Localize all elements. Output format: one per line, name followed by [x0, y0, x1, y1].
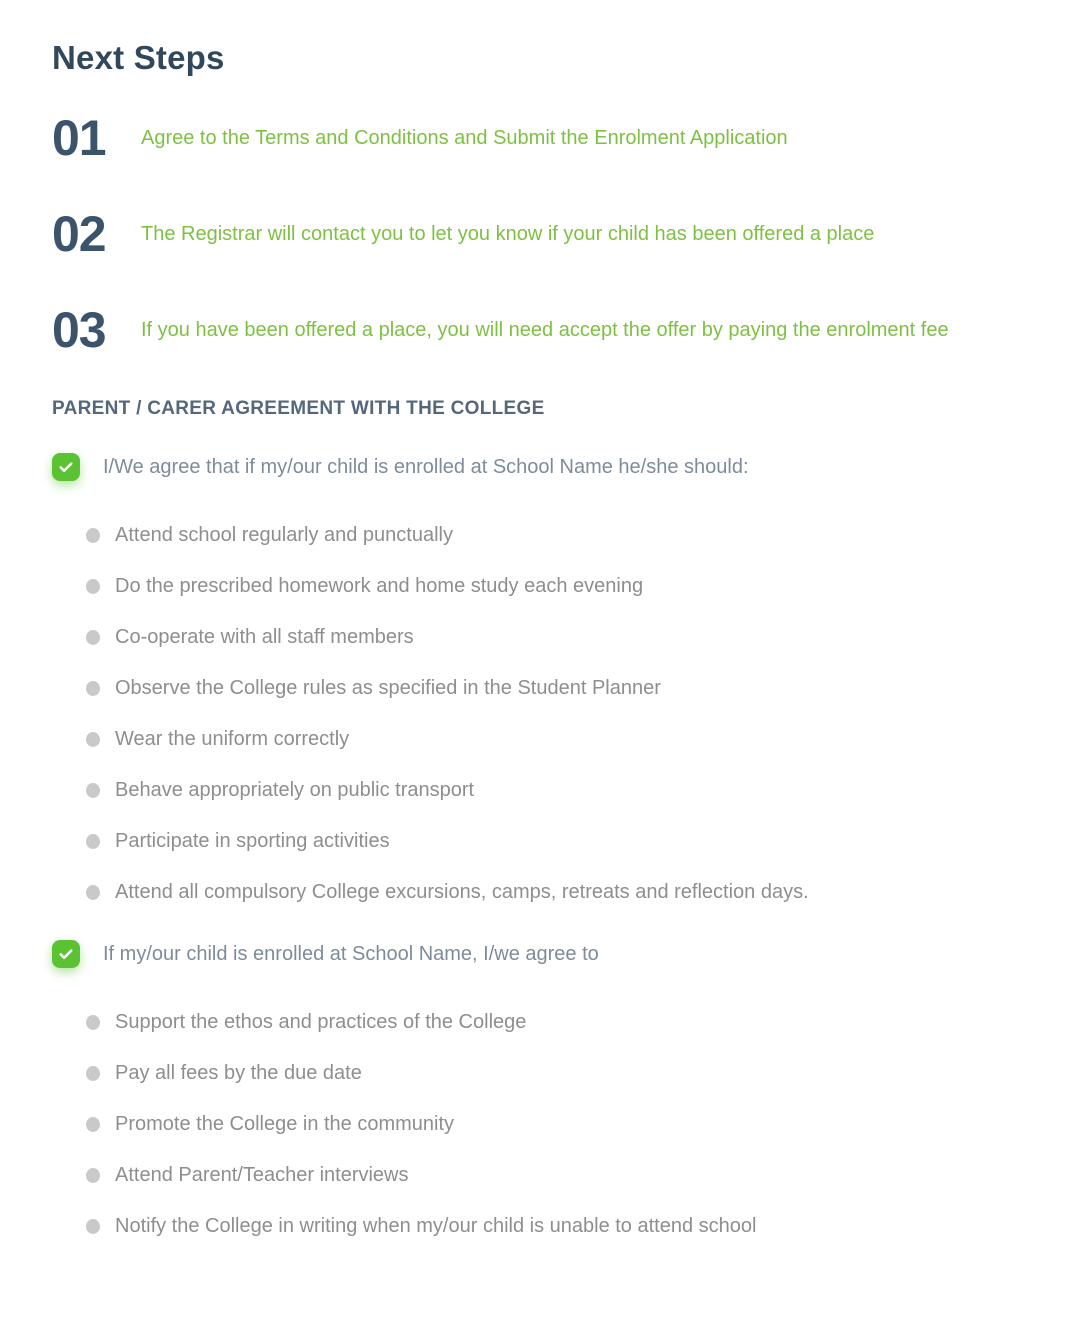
list-item [86, 829, 1037, 853]
check-icon [57, 945, 75, 963]
step-text: Agree to the Terms and Conditions and Submit the Enrolment Application [141, 126, 788, 149]
list-item [86, 1010, 1037, 1034]
step-row [52, 206, 1037, 262]
list-item-text: Participate in sporting activities [115, 830, 390, 852]
circle-bullet-icon [86, 783, 100, 798]
step-text: If you have been offered a place, you will need accept the offer by paying the enrolment fee [141, 318, 949, 341]
list-item [86, 574, 1037, 598]
list-item-text: Do the prescribed homework and home study each evening [115, 575, 644, 597]
agreement-row [52, 940, 1037, 968]
list-item-text: Attend school regularly and punctually [115, 524, 453, 546]
agreement-heading: PARENT / CARER AGREEMENT WITH THE COLLEGE [52, 398, 545, 419]
step-number: 02 [52, 206, 106, 262]
list-item-text: Promote the College in the community [115, 1113, 455, 1135]
circle-bullet-icon [86, 579, 100, 594]
circle-bullet-icon [86, 732, 100, 747]
list-item [86, 523, 1037, 547]
step-number: 03 [52, 302, 106, 358]
list-item [86, 1061, 1037, 1085]
list-item [86, 880, 1037, 904]
agreement-row [52, 453, 1037, 481]
check-icon [57, 458, 75, 476]
step-row [52, 302, 1037, 358]
step-number: 01 [52, 110, 106, 166]
list-item [86, 778, 1037, 802]
agreement-items-2 [52, 1010, 1037, 1238]
circle-bullet-icon [86, 1117, 100, 1132]
list-item-text: Support the ethos and practices of the College [115, 1011, 527, 1033]
list-item-text: Attend all compulsory College excursions, camps, retreats and reflection days. [115, 881, 809, 903]
circle-bullet-icon [86, 1168, 100, 1183]
list-item [86, 1214, 1037, 1238]
list-item [86, 676, 1037, 700]
circle-bullet-icon [86, 885, 100, 900]
circle-bullet-icon [86, 681, 100, 696]
list-item [86, 1163, 1037, 1187]
step-text: The Registrar will contact you to let you know if your child has been offered a place [141, 222, 875, 245]
circle-bullet-icon [86, 834, 100, 849]
circle-bullet-icon [86, 1015, 100, 1030]
agreement-items-1 [52, 523, 1037, 904]
agreement-group-2 [52, 940, 1037, 1238]
step-row [52, 110, 1037, 166]
circle-bullet-icon [86, 528, 100, 543]
list-item-text: Observe the College rules as specified in the Student Planner [115, 677, 661, 699]
list-item [86, 625, 1037, 649]
list-item-text: Attend Parent/Teacher interviews [115, 1164, 409, 1186]
agreement-checkbox-2[interactable] [52, 940, 80, 968]
list-item-text: Pay all fees by the due date [115, 1062, 362, 1084]
agreement-checkbox-1[interactable] [52, 453, 80, 481]
list-item [86, 727, 1037, 751]
page-title: Next Steps [52, 39, 225, 76]
agreement-label-1: I/We agree that if my/our child is enrolled at School Name he/she should: [103, 456, 749, 478]
circle-bullet-icon [86, 1066, 100, 1081]
circle-bullet-icon [86, 630, 100, 645]
agreement-group-1 [52, 453, 1037, 904]
list-item-text: Co-operate with all staff members [115, 626, 414, 648]
agreement-label-2: If my/our child is enrolled at School Name, I/we agree to [103, 943, 599, 965]
list-item [86, 1112, 1037, 1136]
list-item-text: Notify the College in writing when my/our child is unable to attend school [115, 1215, 757, 1237]
list-item-text: Wear the uniform correctly [115, 728, 350, 750]
steps-list [52, 110, 1037, 358]
circle-bullet-icon [86, 1219, 100, 1234]
list-item-text: Behave appropriately on public transport [115, 779, 475, 801]
